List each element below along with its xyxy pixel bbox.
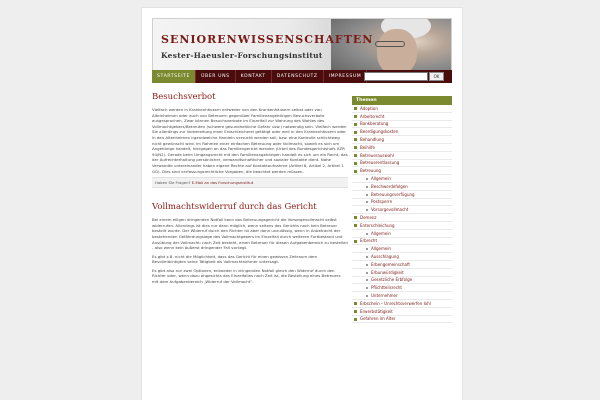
bullet-icon bbox=[366, 279, 368, 281]
bullet-icon bbox=[354, 138, 357, 141]
search-button[interactable]: OK bbox=[429, 72, 444, 81]
main-nav bbox=[152, 70, 452, 83]
sidebar bbox=[352, 96, 452, 323]
sidebar-item[interactable] bbox=[352, 105, 452, 113]
sidebar-item[interactable] bbox=[352, 222, 452, 230]
sidebar-item[interactable] bbox=[352, 160, 452, 168]
sidebar-item-label: Postsperre bbox=[371, 199, 393, 205]
sidebar-item[interactable] bbox=[352, 284, 452, 292]
sidebar-item[interactable] bbox=[352, 167, 452, 175]
sidebar-item-label: Bankberatung bbox=[360, 121, 389, 127]
bullet-icon bbox=[354, 302, 357, 305]
sidebar-item-label: Gefahren im Alter bbox=[360, 316, 396, 322]
sidebar-item-label: Unternehmer bbox=[371, 292, 398, 298]
sidebar-item[interactable] bbox=[352, 128, 452, 136]
bullet-icon bbox=[354, 318, 357, 321]
sidebar-list bbox=[352, 105, 452, 323]
sidebar-item-label: Erbrecht bbox=[360, 238, 378, 244]
sidebar-item[interactable] bbox=[352, 269, 452, 277]
post-paragraph: Es gibt also nur zwei Optionen, entweder in dringenden Notfall gleich den Widerruf durch den Richter oder, wenn dazu angesichts des Einzelfalles noch Zeit ist, die Bestellung eines Betreuers mit dem Aufgabenbereich „Widerruf der Vollmacht“. bbox=[152, 267, 341, 285]
nav-item-impressum[interactable]: IMPRESSUM bbox=[324, 70, 368, 83]
sidebar-item-label: Allgemein bbox=[371, 246, 391, 252]
bullet-icon bbox=[366, 264, 368, 266]
page-container bbox=[141, 7, 463, 400]
sidebar-item[interactable] bbox=[352, 206, 452, 214]
bullet-icon bbox=[354, 224, 357, 227]
nav-item-startseite[interactable]: STARTSEITE bbox=[152, 70, 196, 83]
sidebar-item[interactable] bbox=[352, 308, 452, 316]
sidebar-item-label: Betreuungsverfügung bbox=[371, 191, 415, 197]
bullet-icon bbox=[354, 170, 357, 173]
sidebar-item-label: Arbeitsrecht bbox=[360, 113, 385, 119]
sidebar-item-label: Allgemein bbox=[371, 230, 391, 236]
bullet-icon bbox=[354, 123, 357, 126]
post-paragraph: Es gibt z.B. nicht die Möglichkeit, dass das Gericht für einen gewissen Zeitraum dem Bevollmächtigten seine Tätigkeit als Vollmachtnehmer untersagt. bbox=[152, 253, 318, 265]
nav-item-datenschutz[interactable]: DATENSCHUTZ bbox=[272, 70, 324, 83]
sidebar-item[interactable] bbox=[352, 199, 452, 207]
header-photo bbox=[331, 19, 451, 75]
bullet-icon bbox=[366, 194, 368, 196]
bullet-icon bbox=[354, 107, 357, 110]
bullet-icon bbox=[366, 201, 368, 203]
main-content bbox=[152, 92, 348, 288]
bullet-icon bbox=[366, 272, 368, 274]
sidebar-item-label: Gesetzliche Erbfolge bbox=[371, 277, 413, 283]
sidebar-item[interactable] bbox=[352, 175, 452, 183]
site-title[interactable]: SENIORENWISSENSCHAFTEN bbox=[161, 33, 374, 46]
sidebar-item[interactable] bbox=[352, 214, 452, 222]
sidebar-item-label: Betreuerauswahl bbox=[360, 152, 394, 158]
sidebar-item[interactable] bbox=[352, 191, 452, 199]
header-photo-glasses bbox=[375, 41, 405, 47]
bullet-icon bbox=[366, 233, 368, 235]
nav-item-kontakt[interactable]: KONTAKT bbox=[236, 70, 272, 83]
sidebar-item-label: Enterschleichung bbox=[360, 222, 395, 228]
sidebar-item-label: Erwerbstätigkeit bbox=[360, 308, 393, 314]
post-title[interactable]: Besuchsverbot bbox=[152, 92, 216, 102]
sidebar-item[interactable] bbox=[352, 152, 452, 160]
header-photo-face bbox=[377, 29, 417, 75]
bullet-icon bbox=[366, 256, 368, 258]
site-subtitle: Kester-Haeusler-Forschungsinstitut bbox=[161, 51, 323, 60]
sidebar-item-label: Demenz bbox=[360, 214, 377, 220]
bullet-icon bbox=[354, 310, 357, 313]
sidebar-item[interactable] bbox=[352, 144, 452, 152]
post-paragraph: Vielfach werden in Krankenhäusern entweder von den Krankenhäusern selbst oder von Alteinheimen oder auch von Betreuern gegenüber Familienangehörigen Besuchsverbote ausgesprochen. Zwar können Besuchsverbote im Einzelfall zur Wahrung des Wohles des Vollmachtgebers/Betreuten (schwere gesundheitliche Gefahr usw.) notwendig sein. Vielfach werden Sie allerdings zur Vorbereitung einer Erbschleicherei getätigt oder weil in den Krankenhäusern oder in den Altenheimen irgendwelche Handeln versucht werden soll, bzw. eine Kontrolle schlichtweg nicht gewünscht wird. Im Rahmen einer einfachen Betreuung oder Vollmacht, soweit es sich um Angehörige handelt, hiergegen an das Familiengericht wenden (Urteil des Bundesgerichtshofs XZR 94/N2). Gerade beim Umgangsrecht mit den Familienangehörigen handelt es sich um ein Recht, das der Aufrechterhaltung persönlicher, verwandtschaftlicher und sozialer Kontakte dient. Nahe Verwandte untereinander haben eigene Rechte auf Kontaktaufnahme (Artikel 6, Artikel 2, Artikel 1 GG). Dies sind verfassungsrechtliche Vorgaben, die beachtet werden müssen. bbox=[152, 107, 348, 174]
search-input[interactable] bbox=[364, 72, 428, 81]
sidebar-item[interactable] bbox=[352, 121, 452, 129]
bullet-icon bbox=[366, 287, 368, 289]
sidebar-item[interactable] bbox=[352, 253, 452, 261]
sidebar-item[interactable] bbox=[352, 245, 452, 253]
bullet-icon bbox=[354, 216, 357, 219]
sidebar-item-label: Vorsorgevollmacht bbox=[371, 207, 409, 213]
sidebar-item[interactable] bbox=[352, 300, 452, 308]
sidebar-item-label: Adoption bbox=[360, 105, 378, 111]
sidebar-item[interactable] bbox=[352, 230, 452, 238]
sidebar-item-label: Erbunwürdigkeit bbox=[371, 269, 404, 275]
email-link[interactable]: E-Mail an das Forschungsinstitut bbox=[191, 180, 254, 186]
bullet-icon bbox=[354, 115, 357, 118]
bullet-icon bbox=[354, 146, 357, 149]
bullet-icon bbox=[366, 178, 368, 180]
sidebar-item[interactable] bbox=[352, 238, 452, 246]
nav-item-ueber-uns[interactable]: ÜBER UNS bbox=[196, 70, 236, 83]
bullet-icon bbox=[354, 131, 357, 134]
post-title[interactable]: Vollmachtswiderruf durch das Gericht bbox=[152, 202, 317, 213]
sidebar-item[interactable] bbox=[352, 316, 452, 324]
bullet-icon bbox=[366, 186, 368, 188]
site-header bbox=[152, 18, 452, 75]
meta-prefix: Haben Sie Fragen? bbox=[155, 180, 191, 186]
sidebar-item[interactable] bbox=[352, 277, 452, 285]
sidebar-item-label: Erbschein – Unrechtsverwerfen lohl bbox=[360, 300, 431, 306]
sidebar-item-label: Beerdigungskosten bbox=[360, 129, 399, 135]
sidebar-item-label: Allgemein bbox=[371, 175, 391, 181]
post bbox=[152, 92, 348, 188]
bullet-icon bbox=[354, 154, 357, 157]
sidebar-item[interactable] bbox=[352, 136, 452, 144]
bullet-icon bbox=[366, 295, 368, 297]
sidebar-item-label: Erbengemeinschaft bbox=[371, 261, 410, 267]
post-paragraph: Bei einem eiligen dringenden Notfall kann das Betreuungsgericht die Vorsorgevollmacht selbst widerrufen. Allerdings ist dies nur dann möglich, wenn seitens des Gerichts noch kein Betreuer bestellt wurde. Der Widerruf durch den Richter ist aber dann unzulässig, wenn in Anbetracht der bestehenden Gefährdungslage des Vollmachtgebers im Einzelfall durch weiteren Fortbestand und Ausübung der Vollmacht: nach Zeit besteht, einen Betreuer für diesen Aufgabenbereich zu bestellen - also wenn kein äußerst dringender Fall vorliegt. bbox=[152, 217, 348, 251]
sidebar-item[interactable] bbox=[352, 183, 452, 191]
bullet-icon bbox=[366, 209, 368, 211]
sidebar-item-label: Betreuung bbox=[360, 168, 381, 174]
bullet-icon bbox=[354, 240, 357, 243]
sidebar-item[interactable] bbox=[352, 261, 452, 269]
sidebar-item-label: Ausschlagung bbox=[371, 253, 399, 259]
sidebar-item[interactable] bbox=[352, 292, 452, 300]
sidebar-item-label: Pflichtteilsrecht bbox=[371, 285, 403, 291]
sidebar-item[interactable] bbox=[352, 113, 452, 121]
sidebar-item-label: Betreuerentlassung bbox=[360, 160, 400, 166]
post bbox=[152, 202, 348, 285]
bullet-icon bbox=[354, 162, 357, 165]
bullet-icon bbox=[366, 248, 368, 250]
sidebar-item-label: Beschwerdefolgen bbox=[371, 183, 408, 189]
post-meta bbox=[152, 177, 348, 188]
sidebar-heading: Themen bbox=[352, 96, 452, 105]
sidebar-item-label: Beihilfe bbox=[360, 144, 375, 150]
sidebar-item-label: Behandlung bbox=[360, 136, 384, 142]
